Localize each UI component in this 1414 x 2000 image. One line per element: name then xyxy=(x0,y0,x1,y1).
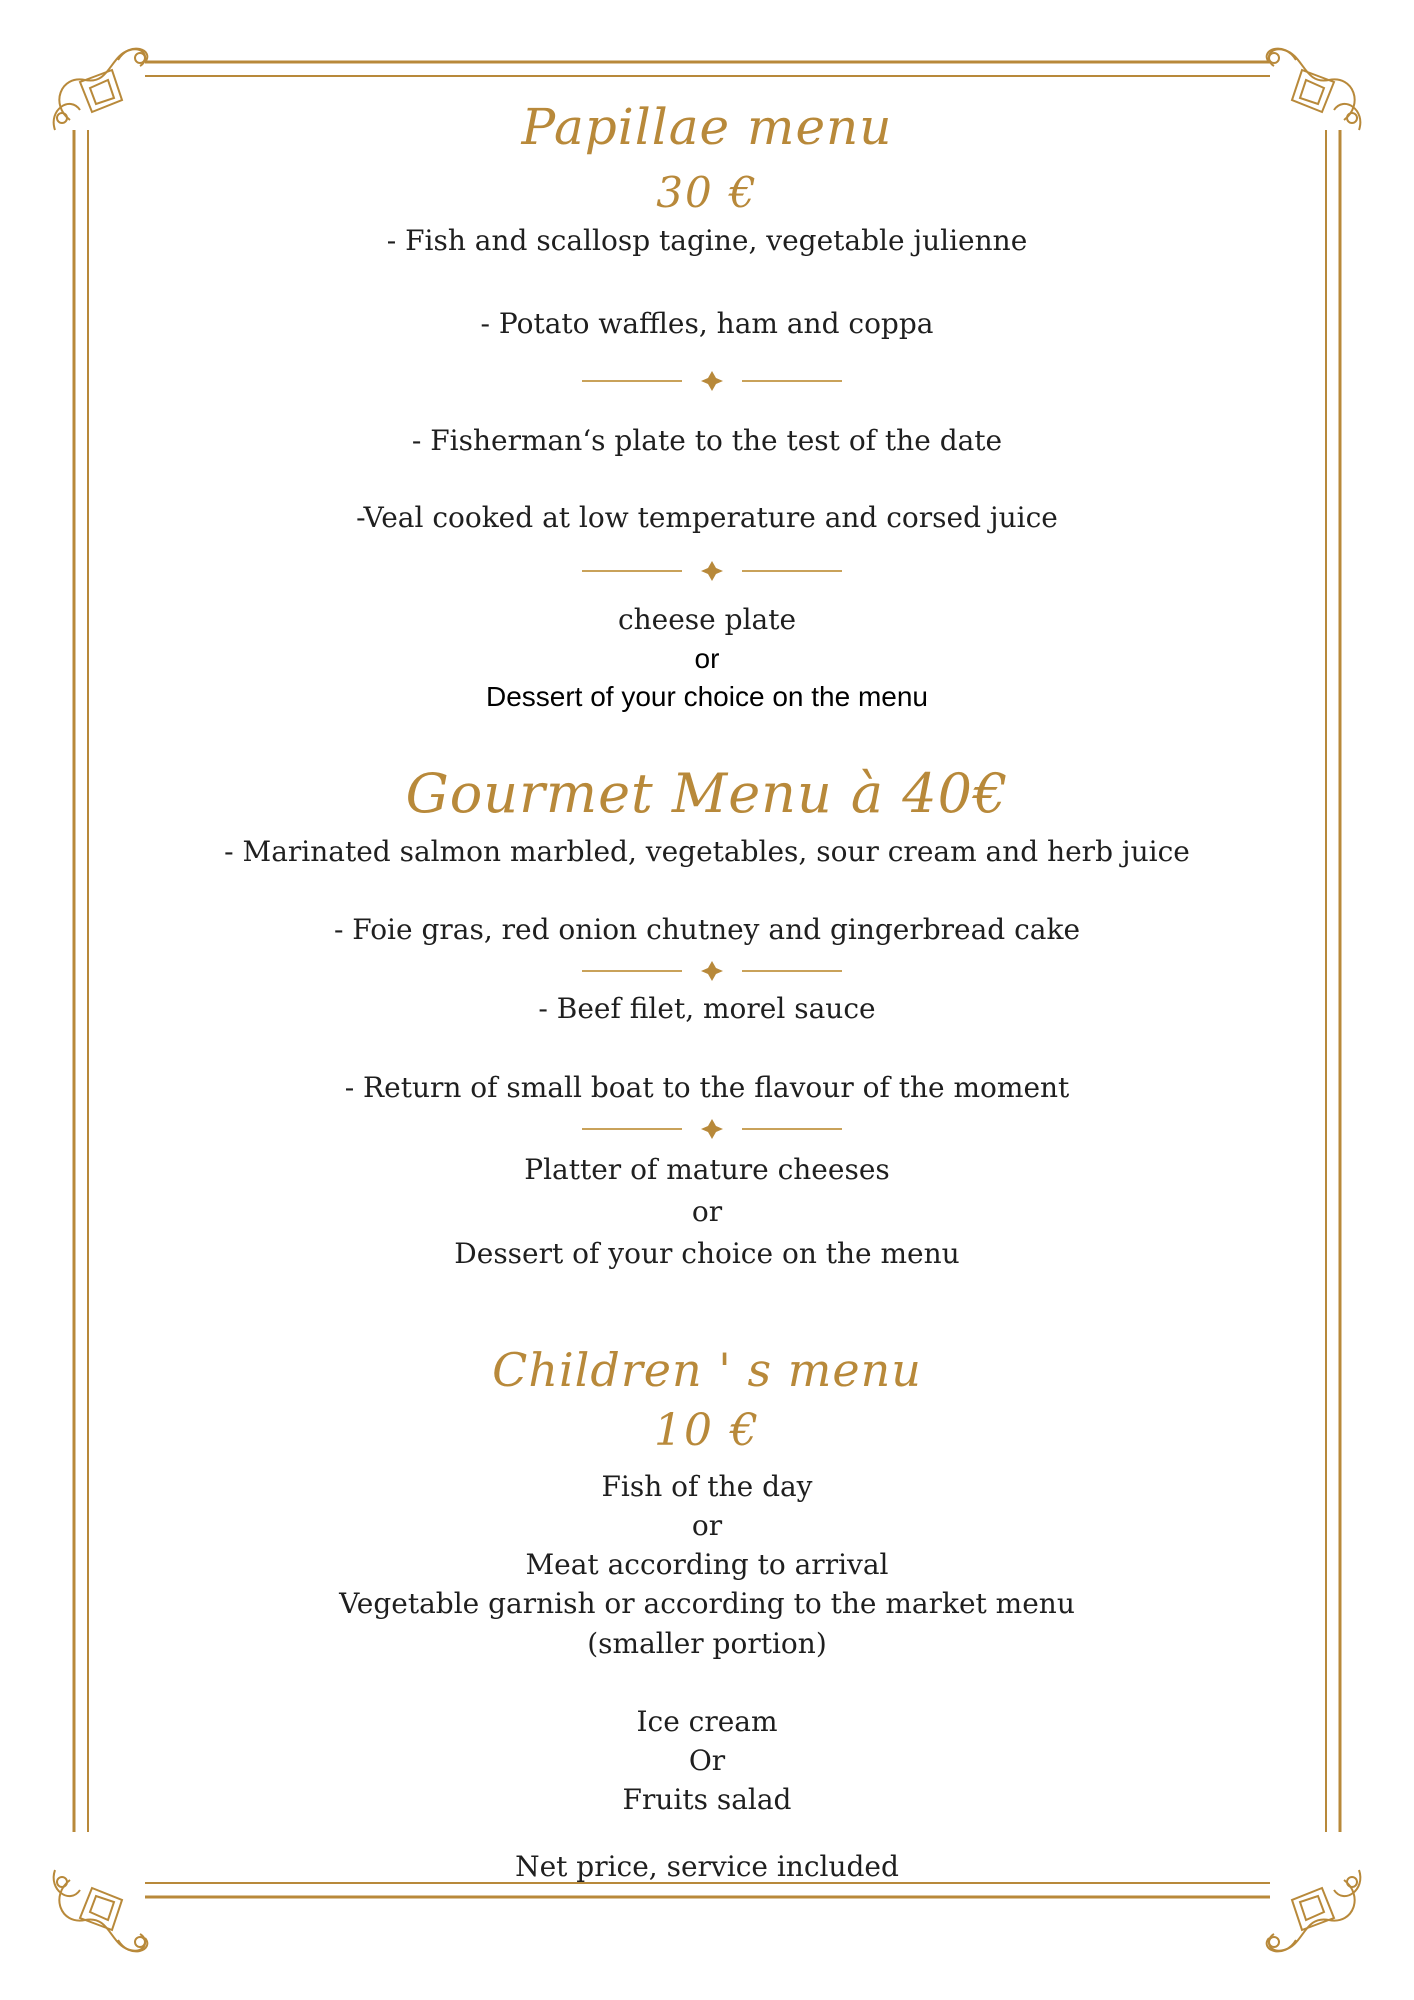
papillae-starter-1: - Fish and scallosp tagine, vegetable julienne xyxy=(386,224,1028,257)
gourmet-end-or: or xyxy=(691,1195,723,1228)
children-main-2: Meat according to arrival xyxy=(525,1548,889,1581)
gourmet-end-1: Platter of mature cheeses xyxy=(524,1153,890,1186)
divider-ornament xyxy=(582,561,842,581)
gourmet-starter-1: - Marinated salmon marbled, vegetables, sour cream and herb juice xyxy=(224,835,1190,868)
papillae-end-1: cheese plate xyxy=(617,603,797,636)
children-menu-title: Children ' s menu xyxy=(492,1343,922,1397)
papillae-end-2: Dessert of your choice on the menu xyxy=(485,681,928,712)
children-dessert-1: Ice cream xyxy=(636,1705,778,1738)
papillae-main-2: -Veal cooked at low temperature and corsed juice xyxy=(356,501,1058,534)
footer-note: Net price, service included xyxy=(515,1850,899,1883)
children-garnish: Vegetable garnish or according to the market menu xyxy=(339,1587,1075,1620)
papillae-main-1: - Fisherman‘s plate to the test of the date xyxy=(411,424,1003,457)
gourmet-main-1: - Beef filet, morel sauce xyxy=(538,992,876,1025)
gourmet-menu-title: Gourmet Menu à 40€ xyxy=(405,762,1009,825)
children-portion: (smaller portion) xyxy=(587,1627,827,1660)
papillae-menu-price: 30 € xyxy=(656,168,758,217)
gourmet-main-2: - Return of small boat to the flavour of the moment xyxy=(344,1071,1070,1104)
children-dessert-2: Fruits salad xyxy=(622,1783,792,1816)
divider-ornament xyxy=(582,371,842,391)
children-main-or: or xyxy=(691,1509,723,1542)
papillae-end-or: or xyxy=(694,643,720,674)
children-main-1: Fish of the day xyxy=(601,1470,813,1503)
gourmet-starter-2: - Foie gras, red onion chutney and gingerbread cake xyxy=(333,913,1081,946)
children-dessert-or: Or xyxy=(688,1744,726,1777)
children-menu-price: 10 € xyxy=(654,1405,760,1456)
gourmet-end-2: Dessert of your choice on the menu xyxy=(454,1237,960,1270)
divider-ornament xyxy=(582,1119,842,1139)
papillae-menu-title: Papillae menu xyxy=(521,98,893,156)
papillae-starter-2: - Potato waffles, ham and coppa xyxy=(480,307,934,340)
divider-ornament xyxy=(582,961,842,981)
